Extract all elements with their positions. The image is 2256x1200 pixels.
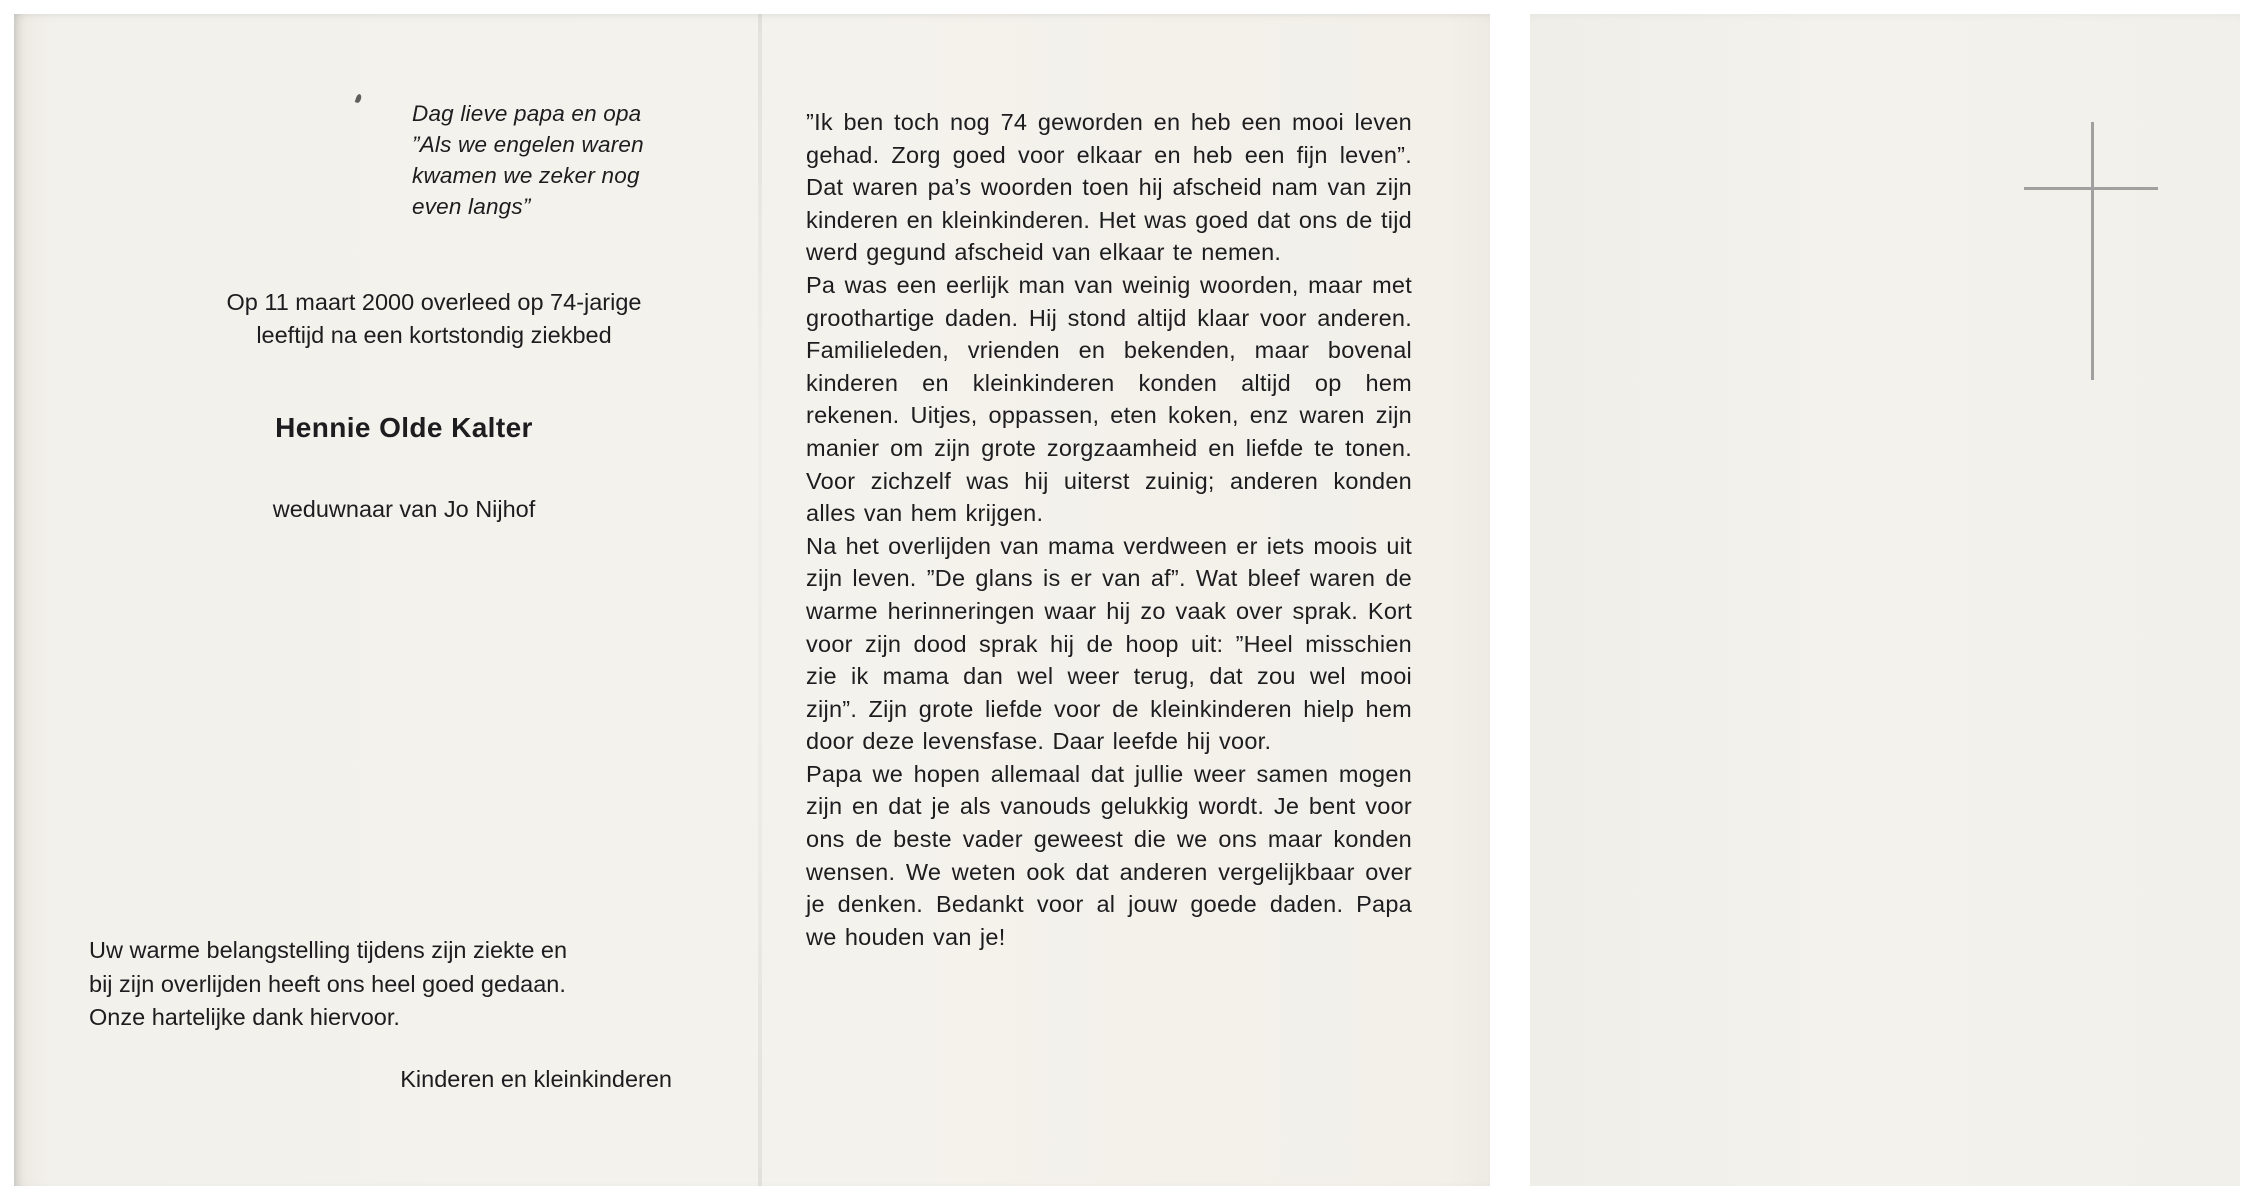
memorial-paragraph: Pa was een eerlijk man van weinig woorden, maar met groothartige daden. Hij stond altijd klaar voor anderen. Familieleden, vrienden en bekenden, maar bovenal kinderen en kleinkinderen konden altijd op hem rekenen. Uitjes, oppassen, eten koken, enz waren zijn manier om zijn grote zorgzaamheid en liefde te tonen. Voor zichzelf was hij uiterst zuinig; anderen konden alles van hem krijgen. (806, 271, 1412, 527)
opening-quote (412, 98, 644, 222)
announcement-line: Op 11 maart 2000 overleed op 74-jarige (226, 289, 642, 315)
signature: Kinderen en kleinkinderen (400, 1066, 672, 1092)
quote-line: Dag lieve papa en opa (412, 101, 642, 126)
cross-icon (1530, 14, 2240, 1186)
quote-line: ”Als we engelen waren (412, 132, 644, 157)
memorial-paragraph: Papa we hopen allemaal dat jullie weer samen mogen zijn en dat je als vanouds gelukkig wordt. Je bent voor ons de beste vader geweest die we ons maar konden wensen. We weten ook dat anderen vergelijkbaar over je denken. Bedankt voor al jouw goede daden. Papa we houden van je! (806, 760, 1412, 950)
quote-line: even langs” (412, 194, 531, 219)
cross-vertical-bar (2091, 122, 2094, 380)
memorial-card-spread (14, 14, 1490, 1186)
back-page (1530, 14, 2240, 1186)
cross-horizontal-bar (2024, 187, 2158, 190)
memorial-text (806, 106, 1412, 953)
relation-line: weduwnaar van Jo Nijhof (272, 496, 536, 522)
death-announcement (84, 286, 784, 352)
memorial-paragraph: ”Ik ben toch nog 74 geworden en heb een mooi leven gehad. Zorg goed voor elkaar en heb een fijn leven”. Dat waren pa’s woorden toen hij afscheid nam van zijn kinderen en kleinkinderen. Het was goed dat ons de tijd werd gegund afscheid van elkaar te nemen. (806, 109, 1412, 266)
announcement-line: leeftijd na een kortstondig ziekbed (256, 322, 612, 348)
thanks-note (89, 934, 567, 1035)
fold-line (758, 14, 762, 1186)
quote-line: kwamen we zeker nog (412, 163, 640, 188)
thanks-line: bij zijn overlijden heeft ons heel goed gedaan. (89, 970, 566, 997)
thanks-line: Uw warme belangstelling tijdens zijn ziekte en (89, 937, 568, 963)
deceased-name: Hennie Olde Kalter (275, 412, 533, 443)
thanks-line: Onze hartelijke dank hiervoor. (89, 1004, 400, 1030)
scan-speck (355, 93, 363, 103)
memorial-paragraph: Na het overlijden van mama verdween er iets moois uit zijn leven. ”De glans is er van af”. Wat bleef waren de warme herinneringen waar hij zo vaak over sprak. Kort voor zijn dood sprak hij de hoop uit: ”Heel misschien zie ik mama dan wel weer terug, dat zou wel mooi zijn”. Zijn grote liefde voor de kleinkinderen hielp hem door deze levensfase. Daar leefde hij voor. (806, 532, 1412, 755)
